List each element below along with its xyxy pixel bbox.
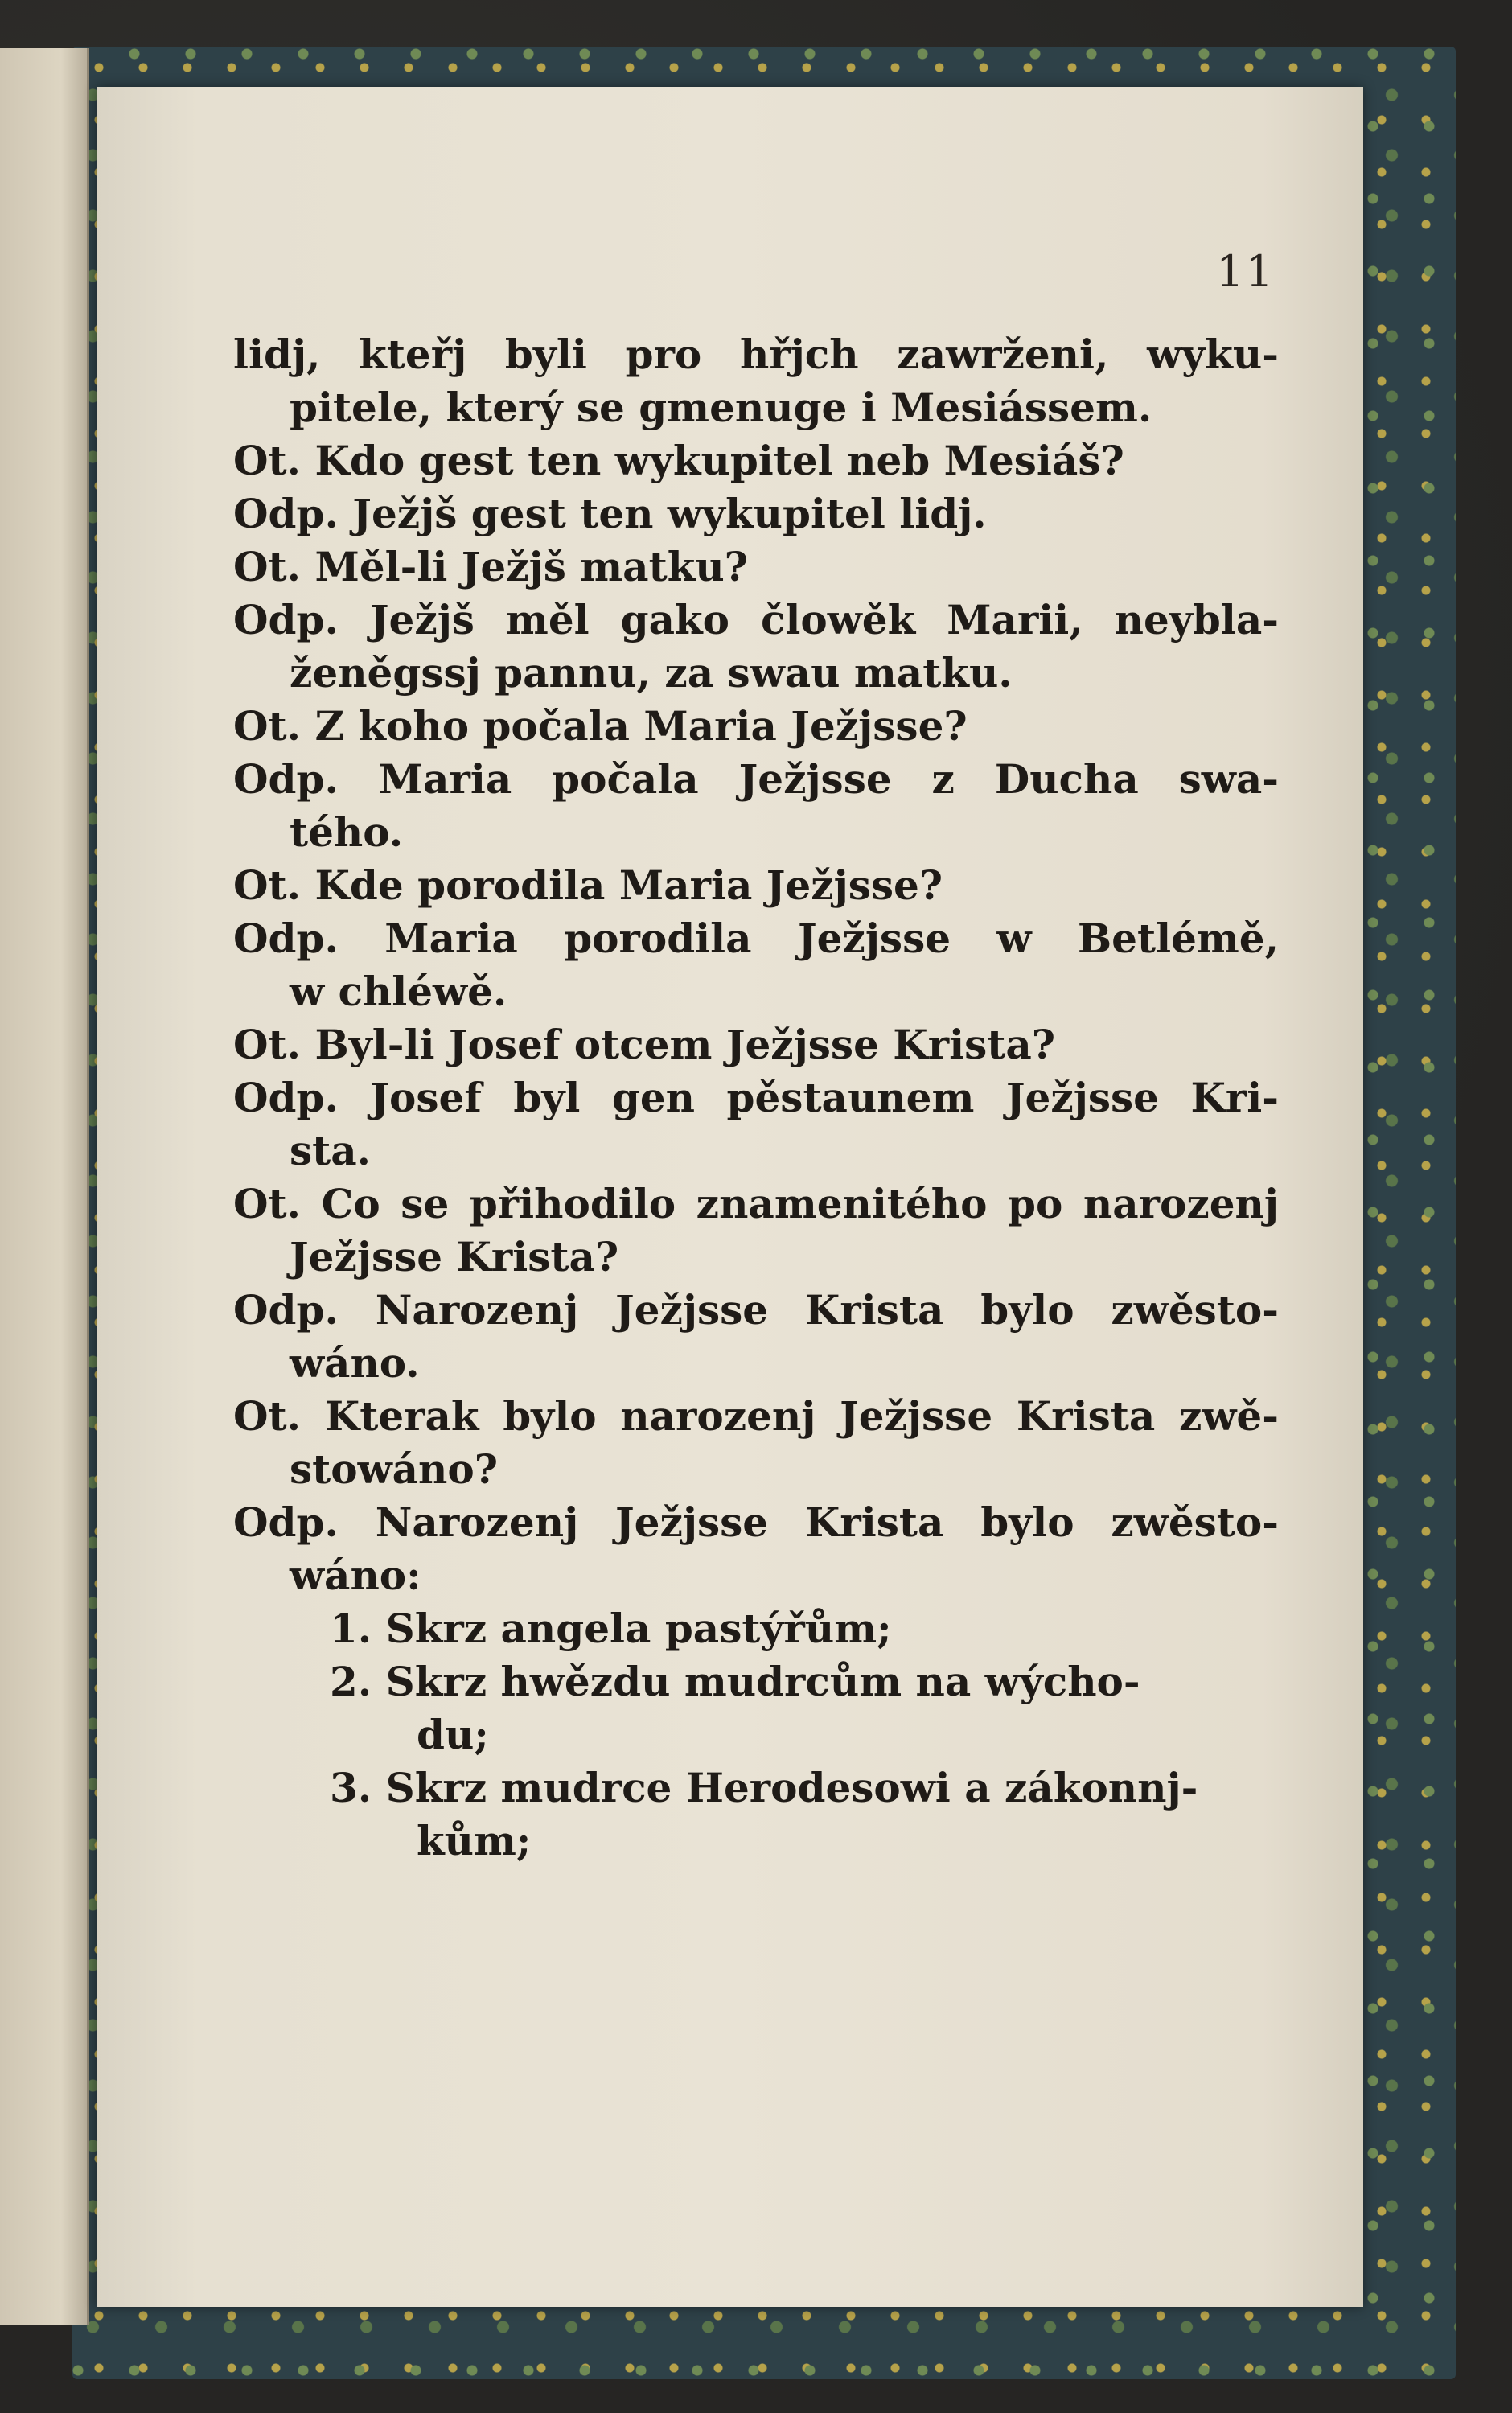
list-number: 2. xyxy=(330,1658,372,1705)
list-text: Skrz mudrce Herodesowi a zákonnj- xyxy=(385,1764,1198,1811)
question-line: Ot. Byl-li Josef otcem Ježjsse Krista? xyxy=(233,1021,1056,1068)
list-item-2-continuation: du; xyxy=(417,1711,489,1758)
list-text: Skrz hwězdu mudrcům na wýcho- xyxy=(385,1658,1140,1705)
page-number: 11 xyxy=(1216,246,1275,297)
text-line: pitele, který se gmenuge i Mesiássem. xyxy=(290,384,1152,431)
answer-line: Odp. Maria porodila Ježjsse w Betlémě, xyxy=(233,915,1279,962)
question-line: Ot. Co se přihodilo znamenitého po narozenj xyxy=(233,1180,1279,1227)
answer-line: Odp. Josef byl gen pěstaunem Ježjsse Kri- xyxy=(233,1074,1279,1121)
question-line: Ot. Kterak bylo narozenj Ježjsse Krista zwě- xyxy=(233,1392,1279,1440)
question-line: Ot. Z koho počala Maria Ježjsse? xyxy=(233,702,968,750)
answer-line: Odp. Ježjš měl gako člowěk Marii, neybla- xyxy=(233,596,1279,643)
text-line: ženěgssj pannu, za swau matku. xyxy=(290,649,1013,697)
list-item-3-continuation: kům; xyxy=(417,1817,532,1864)
list-item-1 xyxy=(233,1602,1279,1655)
answer-line: Odp. Ježjš gest ten wykupitel lidj. xyxy=(233,490,987,537)
left-facing-page xyxy=(0,48,89,2325)
text-line: tého. xyxy=(290,808,404,856)
list-number: 1. xyxy=(330,1605,372,1652)
text-line: wáno. xyxy=(290,1339,420,1387)
list-text: Skrz angela pastýřům; xyxy=(385,1605,892,1652)
text-line: w chléwě. xyxy=(290,968,507,1015)
text-line: Ježjsse Krista? xyxy=(290,1233,619,1280)
text-line: lidj, kteřj byli pro hřjch zawrženi, wyku- xyxy=(233,331,1279,378)
page-text xyxy=(233,328,1279,1868)
list-item-2 xyxy=(233,1655,1279,1708)
text-line: sta. xyxy=(290,1127,372,1174)
answer-line: Odp. Narozenj Ježjsse Krista bylo zwěsto- xyxy=(233,1498,1279,1546)
question-line: Ot. Kdo gest ten wykupitel neb Mesiáš? xyxy=(233,437,1124,484)
question-line: Ot. Měl-li Ježjš matku? xyxy=(233,543,748,590)
list-number: 3. xyxy=(330,1764,372,1811)
book-page xyxy=(97,87,1363,2307)
answer-line: Odp. Narozenj Ježjsse Krista bylo zwěsto- xyxy=(233,1286,1279,1334)
answer-line: Odp. Maria počala Ježjsse z Ducha swa- xyxy=(233,755,1279,803)
list-item-3 xyxy=(233,1761,1279,1815)
text-line: stowáno? xyxy=(290,1445,499,1493)
question-line: Ot. Kde porodila Maria Ježjsse? xyxy=(233,861,943,909)
text-line: wáno: xyxy=(290,1552,421,1599)
